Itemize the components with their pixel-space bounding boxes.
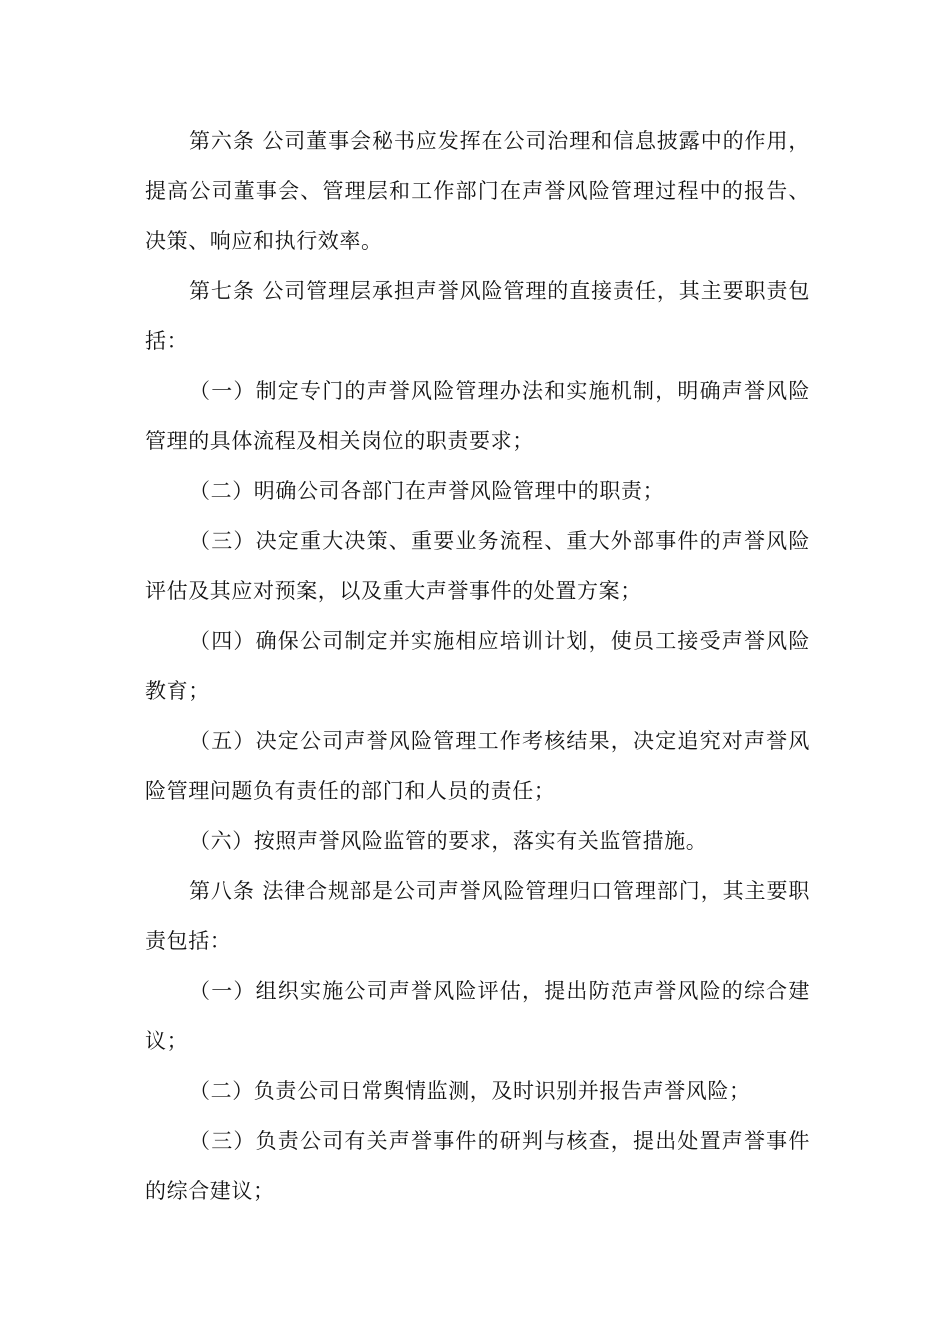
article-7-item-6: （六）按照声誉风险监管的要求，落实有关监管措施。 bbox=[189, 829, 708, 853]
article-8-item-3: （三）负责公司有关声誉事件的研判与核查，提出处置声誉事件的综合建议； bbox=[145, 1129, 810, 1203]
document-body bbox=[145, 116, 810, 1216]
article-7-item-3: （三）决定重大决策、重要业务流程、重大外部事件的声誉风险评估及其应对预案，以及重大声誉事件的处置方案； bbox=[145, 529, 810, 603]
article-7-paragraph: 第七条 公司管理层承担声誉风险管理的直接责任，其主要职责包括： bbox=[145, 279, 810, 353]
article-8-item-1: （一）组织实施公司声誉风险评估，提出防范声誉风险的综合建议； bbox=[145, 979, 810, 1053]
article-7-item-2: （二）明确公司各部门在声誉风险管理中的职责； bbox=[189, 479, 665, 503]
article-7-item-1: （一）制定专门的声誉风险管理办法和实施机制，明确声誉风险管理的具体流程及相关岗位的职责要求； bbox=[145, 379, 810, 453]
article-8-item-2: （二）负责公司日常舆情监测，及时识别并报告声誉风险； bbox=[189, 1079, 751, 1103]
article-6-paragraph: 第六条 公司董事会秘书应发挥在公司治理和信息披露中的作用，提高公司董事会、管理层和工作部门在声誉风险管理过程中的报告、决策、响应和执行效率。 bbox=[145, 129, 810, 253]
article-7-item-5: （五）决定公司声誉风险管理工作考核结果，决定追究对声誉风险管理问题负有责任的部门和人员的责任； bbox=[145, 729, 810, 803]
article-8-paragraph: 第八条 法律合规部是公司声誉风险管理归口管理部门，其主要职责包括： bbox=[145, 879, 810, 953]
article-7-item-4: （四）确保公司制定并实施相应培训计划，使员工接受声誉风险教育； bbox=[145, 629, 810, 703]
